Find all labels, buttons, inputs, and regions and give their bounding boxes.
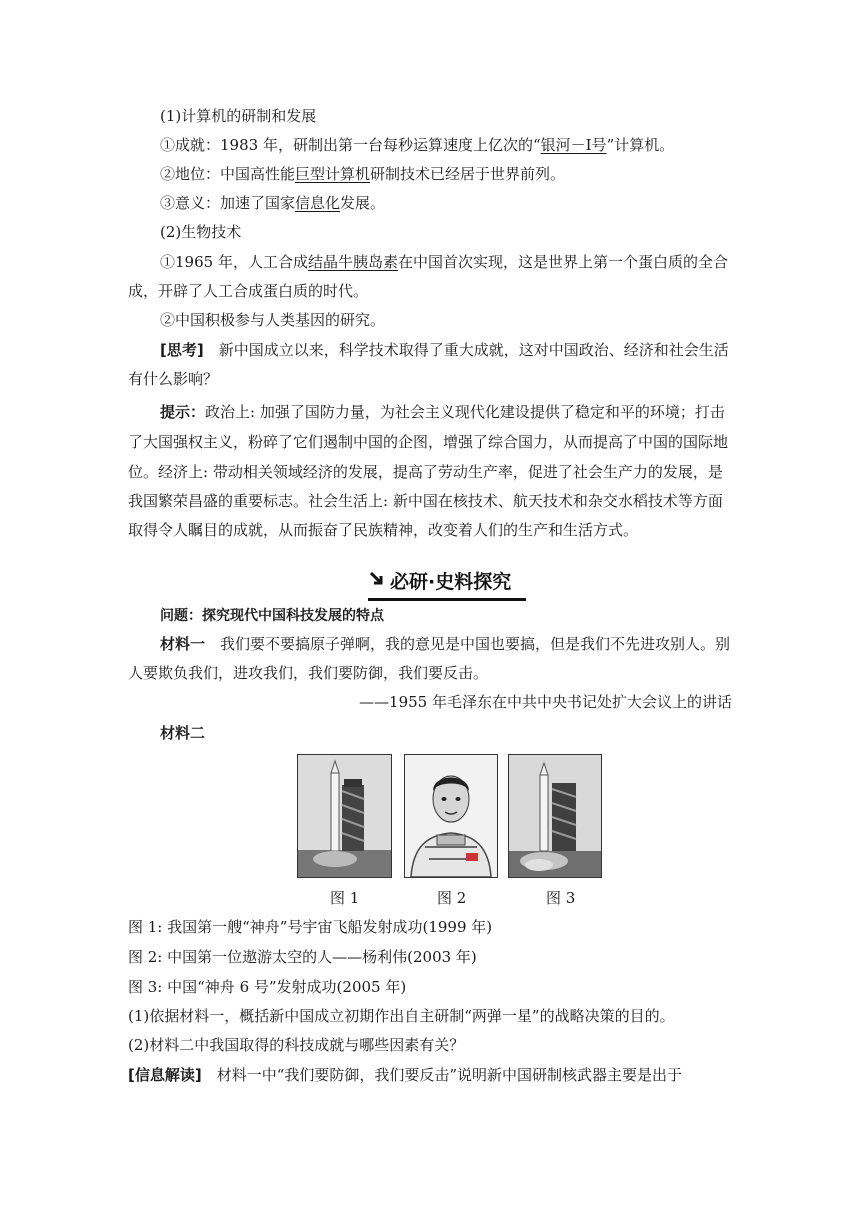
computer-status	[160, 164, 732, 184]
text: 政治上: 加强了国防力量，为社会主义现代化建设提供了稳定和平的环境；打击	[205, 403, 725, 421]
underlined-term: 结晶牛胰岛素	[307, 253, 398, 271]
underlined-term: 信息化	[295, 194, 341, 212]
text: 研制技术已经居于世界前列。	[370, 165, 566, 183]
text: ③意义：加速了国家	[160, 194, 296, 212]
biotech-genome: ②中国积极参与人类基因的研究。	[160, 311, 386, 329]
hint-line-2: 了大国强权主义，粉碎了它们遏制中国的企图，增强了综合国力，从而提高了中国的国际地	[128, 433, 729, 451]
hint-label: 提示：	[160, 403, 206, 421]
hint-line-1	[160, 402, 732, 422]
material-two-label: 材料二	[160, 724, 206, 742]
text: 新中国成立以来，科学技术取得了重大成就，这对中国政治、经济和社会生活	[203, 341, 729, 359]
underlined-term: 巨型计算机	[295, 165, 371, 183]
astronaut-portrait-photo	[404, 754, 498, 878]
think-question	[160, 340, 732, 360]
text: 发展。	[340, 194, 386, 212]
text: ①1965 年，人工合成	[160, 253, 308, 271]
computer-significance	[160, 193, 732, 213]
figure-note-3: 图 3: 中国“神舟 6 号”发射成功(2005 年)	[128, 978, 407, 996]
figure-note-2: 图 2: 中国第一位遨游太空的人——杨利伟(2003 年)	[128, 948, 477, 966]
material-one-source: ——1955 年毛泽东在中共中央书记处扩大会议上的讲话	[359, 693, 732, 711]
computer-achievement	[160, 135, 732, 155]
heading-computer: (1)计算机的研制和发展	[160, 107, 317, 125]
section-banner	[368, 568, 526, 601]
think-question-cont: 有什么影响？	[128, 370, 219, 388]
question-1: (1)依据材料一，概括新中国成立初期作出自主研制“两弹一星”的战略决策的目的。	[128, 1007, 675, 1025]
rocket-launch-photo-2	[508, 754, 602, 878]
figure-note-1: 图 1: 我国第一艘“神舟”号宇宙飞船发射成功(1999 年)	[128, 918, 493, 936]
hint-line-5: 取得令人瞩目的成就，从而振奋了民族精神，改变着人们的生产和生活方式。	[128, 521, 639, 539]
biotech-insulin-cont: 成，开辟了人工合成蛋白质的时代。	[128, 282, 369, 300]
material-one-label: 材料一	[160, 635, 206, 653]
text: 我们要不要搞原子弹啊，我的意见是中国也要搞，但是我们不先进攻别人。别	[205, 635, 731, 653]
heading-biotech: (2)生物技术	[160, 223, 242, 241]
banner-title: 必研·史料探究	[390, 571, 512, 593]
underlined-term: 银河－Ⅰ号	[540, 136, 607, 154]
explore-question: 问题：探究现代中国科技发展的特点	[160, 608, 384, 624]
info-interpretation	[128, 1065, 700, 1085]
text: ①成就：1983 年，研制出第一台每秒运算速度上亿次的“	[160, 136, 541, 154]
text: ”计算机。	[606, 136, 675, 154]
question-2: (2)材料二中我国取得的科技成就与哪些因素有关？	[128, 1036, 465, 1054]
text: ②地位：中国高性能	[160, 165, 296, 183]
caption-fig-1: 图 1	[330, 889, 360, 907]
caption-fig-2: 图 2	[437, 889, 467, 907]
hint-line-4: 我国繁荣昌盛的重要标志。社会生活上: 新中国在核技术、航天技术和杂交水稻技术等方面	[128, 492, 723, 510]
hint-line-3: 位。经济上: 带动相关领域经济的发展，提高了劳动生产率，促进了社会生产力的发展，是	[128, 463, 723, 481]
material-one-cont: 人要欺负我们，进攻我们，我们要防御，我们要反击。	[128, 664, 489, 682]
text: 材料一中“我们要防御，我们要反击”说明新中国研制核武器主要是出于	[201, 1066, 683, 1084]
rocket-launch-photo-1	[297, 754, 392, 878]
info-tag: [信息解读]	[128, 1066, 202, 1084]
caption-fig-3: 图 3	[546, 889, 576, 907]
biotech-insulin	[160, 252, 732, 272]
arrow-down-right-icon	[368, 568, 390, 596]
text: 在中国首次实现，这是世界上第一个蛋白质的全合	[397, 253, 728, 271]
think-tag: [思考]	[160, 341, 204, 359]
material-one	[160, 634, 732, 654]
